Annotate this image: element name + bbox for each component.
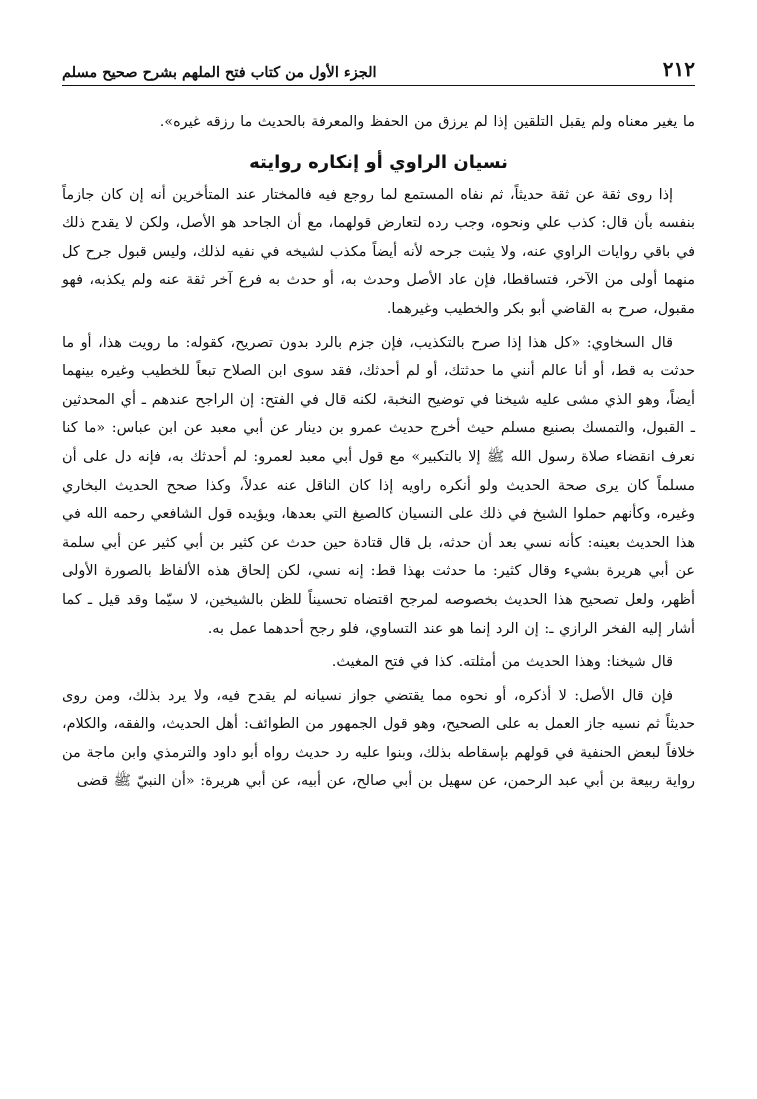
page-header [62,52,695,86]
paragraph: قال السخاوي: «كل هذا إذا صرح بالتكذيب، فإن جزم بالرد بدون تصريح، كقوله: ما رويت هذا، أو ما حدثت به قط، أو أنا عالم أنني ما حدثتك، أو لم أحدثك، فقد سوى ابن الصلاح تبعاً للخطيب وغيره بينهما أيضاً، وهو الذي مشى عليه شيخنا في توضيح النخبة، لكنه قال في الفتح: إن الراجح عندهم ـ أي المحدثين ـ القبول، والتمسك بصنيع مسلم حيث أخرج حديث عمرو بن دينار عن أبي معبد عن ابن عباس: «ما كنا نعرف انقضاء صلاة رسول الله ﷺ إلا بالتكبير» مع قول أبي معبد لعمرو: لم أحدثك به، فإنه دل على أن مسلماً كان يرى صحة الحديث ولو أنكره راويه إذا كان الناقل عنه عدلاً، وكذا صحح الحديث البخاري وغيره، وكأنهم حملوا الشيخ في ذلك على النسيان كالصيغ التي بعدها، ويؤيده قول الشافعي رحمه الله في هذا الحديث بعينه: كأنه نسي بعد أن حدثه، بل قال قتادة حين حدث عن كثير بن أبي كثير عن أبي سلمة عن أبي هريرة بشيء وقال كثير: ما حدثت بهذا قط: إنه نسي، لكن إلحاق هذه الألفاظ بالصورة الأولى أظهر، ولعل تصحيح هذا الحديث بخصوصه لمرجح اقتضاه تحسيناً للظن بالشيخين، لا سيّما وقد قيل ـ كما أشار إليه الفخر الرازي ـ: إن الرد إنما هو عند التساوي، فلو رجح أحدهما عمل به. [62,334,695,637]
running-title: الجزء الأول من كتاب فتح الملهم بشرح صحيح مسلم [62,64,377,81]
page-body [62,100,695,796]
paragraph: فإن قال الأصل: لا أذكره، أو نحوه مما يقتضي جواز نسيانه لم يقدح فيه، ولا يرد بذلك، ومن روى حديثاً ثم نسيه جاز العمل به على الصحيح، وهو قول الجمهور من الطوائف: أهل الحديث، والفقه، والكلام، خلافاً لبعض الحنفية في قولهم بإسقاطه بذلك، وبنوا عليه رد حديث رواه أبو داود والترمذي وابن ماجة من رواية ربيعة بن أبي عبد الرحمن، عن سهيل بن أبي صالح، عن أبيه، عن أبي هريرة: «أن النبيّ ﷺ قضى [62,687,695,790]
section-heading: نسيان الراوي أو إنكاره روايته [249,151,508,173]
page-number: ٢١٢ [662,57,695,81]
paragraph: إذا روى ثقة عن ثقة حديثاً، ثم نفاه المستمع لما روجع فيه فالمختار عند المتأخرين أنه إن كان جازماً بنفسه بأن قال: كذب علي ونحوه، وجب رده لتعارض قولهما، مع أن الجاحد هو الأصل، ولكن لا يقدح ذلك في باقي روايات الراوي عنه، ولا يثبت جرحه لأنه أيضاً مكذب لشيخه في نفيه لذلك، وليس قبول جرح كل منهما أولى من الآخر، فتساقطا، فإن عاد الأصل وحدث به، أو حدث به فرع آخر ثقة عنه ولم يكذبه، فهو مقبول، صرح به القاضي أبو بكر والخطيب وغيرهما. [62,186,695,317]
continuation-paragraph: ما يغير معناه ولم يقبل التلقين إذا لم يرزق من الحفظ والمعرفة بالحديث ما رزقه غيره». [159,114,695,130]
paragraph: قال شيخنا: وهذا الحديث من أمثلته. كذا في فتح المغيث. [331,654,673,671]
